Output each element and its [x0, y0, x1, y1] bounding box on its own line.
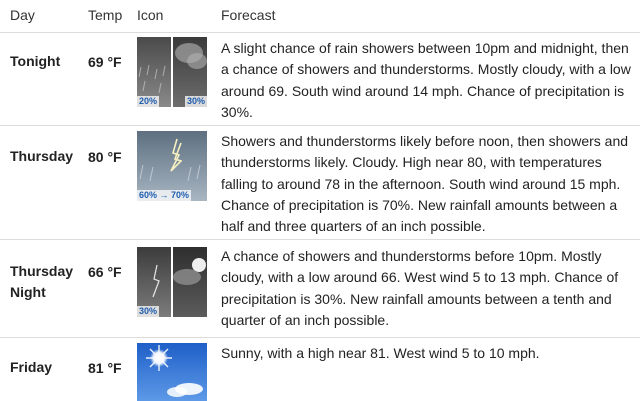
- row-day-line1: Thursday: [10, 263, 74, 279]
- row-temp: 69 °F: [88, 54, 122, 70]
- row-forecast: Sunny, with a high near 81. West wind 5 to 10 mph.: [221, 345, 540, 361]
- row-day: Thursday: [10, 148, 74, 164]
- row-day-line2: Night: [10, 284, 46, 300]
- pop-left: 30%: [139, 306, 158, 316]
- header-icon: Icon: [137, 7, 164, 23]
- row-forecast: A slight chance of rain showers between 10pm and midnight, then a chance of showers and thunderstorms. Mostly cloudy, with a low around 69. South wind around 14 mph. Chance of precipitation is 30%.: [221, 40, 631, 120]
- pop-range: 60% → 70%: [139, 190, 190, 200]
- thunderstorm-icon: [137, 131, 207, 201]
- pop-left: 20%: [139, 96, 158, 106]
- row-day: Friday: [10, 359, 53, 375]
- row-temp: 81 °F: [88, 360, 122, 376]
- table-header: [0, 0, 640, 32]
- table-row: [0, 337, 640, 401]
- header-day: Day: [10, 7, 35, 23]
- table-row: [0, 32, 640, 126]
- row-temp: 66 °F: [88, 264, 122, 280]
- row-forecast: A chance of showers and thunderstorms before 10pm. Mostly cloudy, with a low around 66. West wind 5 to 13 mph. Chance of precipitation is 30%. New rainfall amounts between a tenth and quarter of an inch possible.: [221, 248, 619, 328]
- header-temp: Temp: [88, 7, 123, 23]
- table-row: [0, 125, 640, 240]
- rain-showers-to-thunderstorms-icon: [137, 37, 207, 107]
- row-day: [10, 261, 73, 303]
- sunny-icon: [137, 343, 207, 401]
- table-row: [0, 239, 640, 338]
- row-day: Tonight: [10, 53, 61, 69]
- thunderstorm-then-partly-cloudy-night-icon: [137, 247, 207, 317]
- row-temp: 80 °F: [88, 149, 122, 165]
- row-forecast: Showers and thunderstorms likely before noon, then showers and thunderstorms likely. Cloudy. High near 80, with temperatures falling to around 78 in the afternoon. South wind around 15 mph. Chance of precipitation is 70%. New rainfall amounts between a half and three quarters of an inch possible.: [221, 133, 629, 235]
- header-forecast: Forecast: [221, 7, 276, 23]
- pop-right: 30%: [186, 96, 205, 106]
